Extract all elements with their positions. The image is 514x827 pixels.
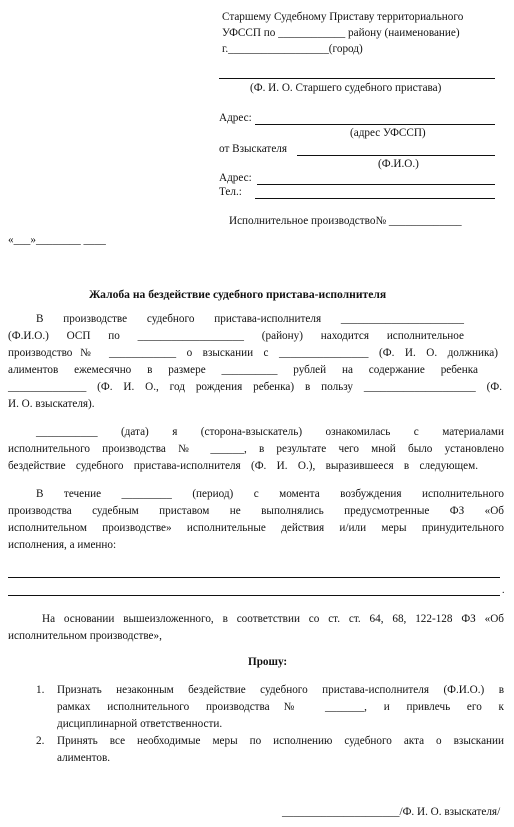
request-line: Признать незаконным бездействие судебного пристава-исполнителя (Ф.И.О.) в	[57, 684, 504, 696]
p1-line: производство№ ____________ о взыскании с ________________ (Ф. И. О. должника)	[8, 347, 498, 359]
request-number: 2.	[36, 735, 45, 747]
address-label: Адрес:	[219, 112, 252, 124]
p2-line: бездействие судебного пристава-исполнителя (Ф. И. О.), выразившееся в следующем.	[8, 460, 478, 472]
p3-line: исполнения, а именно:	[8, 539, 117, 551]
claimant-caption: (Ф.И.О.)	[378, 158, 419, 170]
p1-line: алиментов ежемесячно в размере __________ рублей на содержание ребенка	[8, 364, 478, 376]
p1-line: ______________ (Ф. И. О., год рождения ребенка) в пользу ____________________ (Ф.	[8, 381, 502, 393]
header-city-line: г.__________________(город)	[222, 43, 363, 55]
date-line: «___»________ ____	[8, 234, 106, 246]
p4-line: На основании вышеизложенного, в соответствии со ст. ст. 64, 68, 122-128 ФЗ «Об	[42, 613, 504, 625]
claimant-address-underline	[257, 184, 495, 185]
phone-label: Тел.:	[219, 186, 242, 198]
blank-line	[8, 595, 500, 596]
p3-line: В течение _________ (период) с момента возбуждения исполнительного	[36, 488, 504, 500]
address-caption: (адрес УФССП)	[350, 127, 426, 139]
blank-line	[8, 577, 500, 578]
p1-line: В производстве судебного пристава-исполнителя ______________________	[36, 313, 464, 325]
p3-line: исполнительном производстве» исполнительные действия и/или меры принудительного	[8, 522, 504, 534]
blank-line-end-dot: .	[502, 585, 505, 596]
fio-caption: (Ф. И. О. Старшего судебного пристава)	[250, 82, 442, 94]
from-claimant-label: от Взыскателя	[219, 143, 288, 155]
p1-line: И. О. взыскателя).	[8, 398, 95, 410]
p4-line: исполнительном производстве»,	[8, 630, 162, 642]
enforcement-number-line: Исполнительное производство№ _____________	[229, 215, 462, 227]
header-department-line: УФССП по ____________ району (наименование)	[222, 27, 460, 39]
p3-line: производства судебным приставом не выполнялись предусмотренные ФЗ «Об	[8, 505, 504, 517]
claimant-underline	[297, 155, 495, 156]
signature-line: _____________________/Ф. И. О. взыскателя/	[282, 806, 501, 818]
request-line: алиментов.	[57, 752, 111, 764]
request-heading: Прошу:	[248, 656, 288, 668]
document-title: Жалоба на бездействие судебного пристава-исполнителя	[89, 288, 387, 301]
p2-line: исполнительного производства № ______, в результате чего мной было установлено	[8, 443, 504, 455]
phone-underline	[255, 198, 495, 199]
claimant-address-label: Адрес:	[219, 172, 252, 184]
request-line: рамках исполнительного производства№ _______, и привлечь его к	[57, 701, 504, 713]
fio-underline	[219, 78, 495, 79]
request-line: Принять все необходимые меры по исполнению судебного акта о взыскании	[57, 735, 504, 747]
p1-line: (Ф.И.О.) ОСП по ___________________ (району) находится исполнительное	[8, 330, 464, 342]
request-line: дисциплинарной ответственности.	[57, 718, 223, 730]
request-number: 1.	[36, 684, 45, 696]
address-underline	[255, 124, 495, 125]
header-addressee-line: Старшему Судебному Приставу территориального	[222, 11, 464, 23]
p2-line: ___________ (дата) я (сторона-взыскатель) ознакомилась с материалами	[36, 426, 504, 438]
